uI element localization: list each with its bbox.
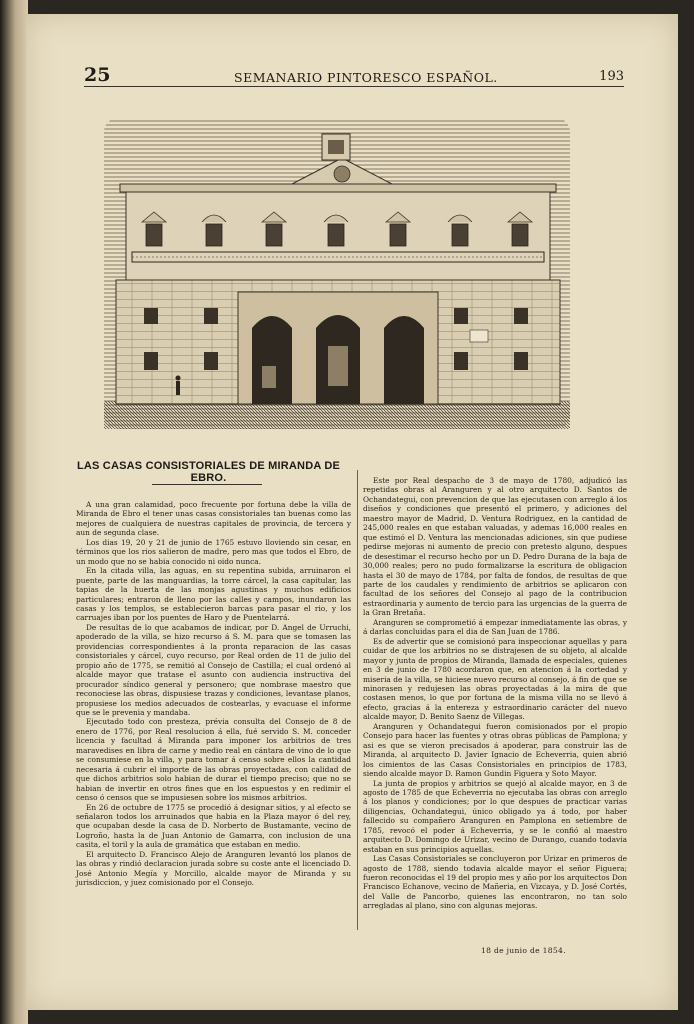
paragraph: Aranguren se comprometió á empezar inmediatamente las obras, y á darlas concluidas para el dia de San Juan de 1786.: [363, 617, 627, 637]
paragraph: En la citada villa, las aguas, en su repentina subida, arruinaron el puente, parte de las manguardias, la torre cárcel, la casa capitular, las tapias de la huerta de las monjas agustinas y muchos edificios particulares; entraron de lleno por las calles y campos, inundaron las casas y los templos, se establecieron barcas para pasar el rio, y los carruajes iban por los puentes de Haro y de Puentelarrá.: [76, 566, 351, 623]
dateline: 18 de junio de 1854.: [481, 946, 566, 955]
town-hall-engraving: [102, 116, 572, 431]
journal-title: SEMANARIO PINTORESCO ESPAÑOL.: [234, 70, 498, 85]
paragraph: Ejecutado todo con presteza, prévia consulta del Consejo de 8 de enero de 1776, por Real resolucion á ella, fué servido S. M. conceder licencia y facultad á Miranda para imponer los arbitrios de tres maravedises en libra de carne y medio real en cántara de vino de lo que se consumiese en la villa, y para tomar á censo sobre ellos la cantidad necesaria á cubrir el importe de las obras proyectadas, con calidad de que dichos arbitrios solo habian de durar el tiempo preciso; que no se habian de invertir en otros fines que en los espuestos y en redimir el censo ó censos que se impusiesen sobre los mismos arbitrios.: [76, 717, 351, 803]
article-title: LAS CASAS CONSISTORIALES DE MIRANDA DE EBRO.: [76, 460, 341, 484]
right-column: [363, 476, 627, 911]
ground: [104, 401, 570, 429]
paragraph: Aranguren y Ochandategui fueron comisionados por el propio Consejo para hacer las fuentes y otras obras públicas de Pamplona; y asi es que se vieron precisados á apoderar, para construir las de Miranda, al arquitecto D. Javier Ignacio de Echeverria, quien abrió los cimientos de las Casas Consistoriales en principios de 1783, siendo alcalde mayor D. Ramon Gundin Figuera y Soto Mayor.: [363, 721, 627, 779]
paragraph: Los dias 19, 20 y 21 de junio de 1765 estuvo lloviendo sin cesar, en términos que los rios salieron de madre, pero mas que todos el Ebro, de un modo que no se habia conocido ni oido nunca.: [76, 537, 351, 566]
wall-plaque: [470, 330, 488, 342]
paragraph: Es de advertir que se comisionó para inspeccionar aquellas y para cuidar de que los arbitrios no se distrajesen de su objeto, al alcalde mayor y junta de propios de Miranda, llamada de especiales, quienes en 3 de junio de 1780 acordaron que, en atencion á la cortedad y miseria de la villa, se hiciese nuevo recurso al consejo, á fin de que se minorasen y redujesen las obras proyectadas á la mira de que costasen menos, lo que por fortuna de la misma villa no se llevó á efecto, gracias á la entereza y estraordinario carácter del nuevo alcalde mayor, D. Benito Saenz de Villegas.: [363, 636, 627, 722]
arcade: [238, 292, 438, 404]
left-column: [76, 500, 351, 888]
paragraph: Las Casas Consistoriales se concluyeron por Urizar en primeros de agosto de 1788, siendo todavia alcalde mayor el señor Figuera; fueron reconocidas el 19 del propio mes y año por los arquitectos Don Francisco Echanove, vecino de Mañeria, en Vizcaya, y D. José Cortés, del Valle de Pancorbo, quienes las encontraron, no tan solo arregladas al plano, sino con algunas mejoras.: [363, 854, 627, 911]
attic-window: [328, 140, 344, 154]
running-head: [84, 64, 624, 87]
town-hall-illustration: [102, 116, 572, 431]
cornice: [120, 184, 556, 192]
issue-number: 25: [84, 64, 111, 86]
column-divider: [357, 470, 358, 930]
paragraph: A una gran calamidad, poco frecuente por fortuna debe la villa de Miranda de Ebro el tener unas casas consistoriales tan buenas como las mejores de cualquiera de nuestras capitales de provincia, de tercera y aun de segunda clase.: [76, 500, 351, 538]
coat-of-arms: [334, 166, 350, 182]
journal-page: [26, 14, 678, 1010]
paragraph: De resultas de lo que acabamos de indicar, por D. Angel de Urruchi, apoderado de la villa, se hizo recurso á S. M. para que se tomasen las providencias correspondientes á la pronta reparacion de las casas consistoriales y cárcel, cuyo recurso, por Real orden de 11 de julio del propio año de 1775, se remitió al Consejo de Castilla; el cual ordenó al alcalde mayor que tratase el asunto con audiencia instructiva del procurador síndico general y personero; que nombrase maestro que reconociese las obras, dispusiese trazas y condiciones, levantase planos, propusiese los medios adecuados de costearlas, y evacuase el informe que se le prevenia y mandaba.: [76, 622, 351, 717]
title-rule: [152, 484, 262, 485]
pedestrian-figure: [176, 376, 181, 396]
paragraph: La junta de propios y arbitrios se quejó al alcalde mayor, en 3 de agosto de 1785 de que Echeverria no ejecutaba las obras con arreglo á los planos y condiciones; por lo que despues de practicar varias diligencias, Ochandategui, único obligado ya á todo, por haber fallecido su compañero Aranguren en Pamplona en setiembre de 1785, revocó el poder á Echeverria, y se le confió al maestro arquitecto D. Domingo de Urizar, vecino de Durango, cuando todavia estaban en sus principios aquellas.: [363, 778, 627, 854]
paragraph: Este por Real despacho de 3 de mayo de 1780, adjudicó las repetidas obras al Aranguren y al otro arquitecto D. Santos de Ochandategui, con prevencion de que las ejecutasen con arreglo á los diseños y condiciones que presentó el primero, y adiciones del maestro mayor de Madrid, D. Ventura Rodriguez, en la cantidad de 245,000 reales en que estaban valuadas, y ademas 16,000 reales en que estimó el D. Ventura las mencionadas adiciones, sin que pudiese pedirse mejoras ni aumento de precio con pretesto alguno, despues de desestimar el recurso hecho por un D. Pedro Durana de la baja de 30,000 reales; pero no pudo formalizarse la escritura de obligacion hasta el 30 de mayo de 1784, por falta de fondos, de resultas de que parte de los caudales y rendimiento de arbitrios se aplicaron con facultad de los señores del Consejo al pago de la contribucion estraordinaria y aumento de tercio para las urgencias de la guerra de la Gran Bretaña.: [363, 476, 627, 618]
book-spine-shadow: [0, 0, 28, 1024]
folio-number: 193: [599, 69, 624, 84]
paragraph: En 26 de octubre de 1775 se procedió á designar sitios, y al efecto se señalaron todos los arruinados que habia en la Plaza mayor ó del rey, que ocupaban desde la casa de D. Norberto de Bustamante, vecino de Logroño, hasta la de Juan Antonio de Gamarra, con inclusion de una casita, el toril y la aula de gramática que estaban en medio.: [76, 802, 351, 850]
paragraph: El arquitecto D. Francisco Alejo de Aranguren levantó los planos de las obras y rindió declaracion jurada sobre su coste ante el licenciado D. José Antonio Megía y Morcillo, alcalde mayor de Miranda y su jurisdiccion, y juez comisionado por el Consejo.: [76, 849, 351, 888]
